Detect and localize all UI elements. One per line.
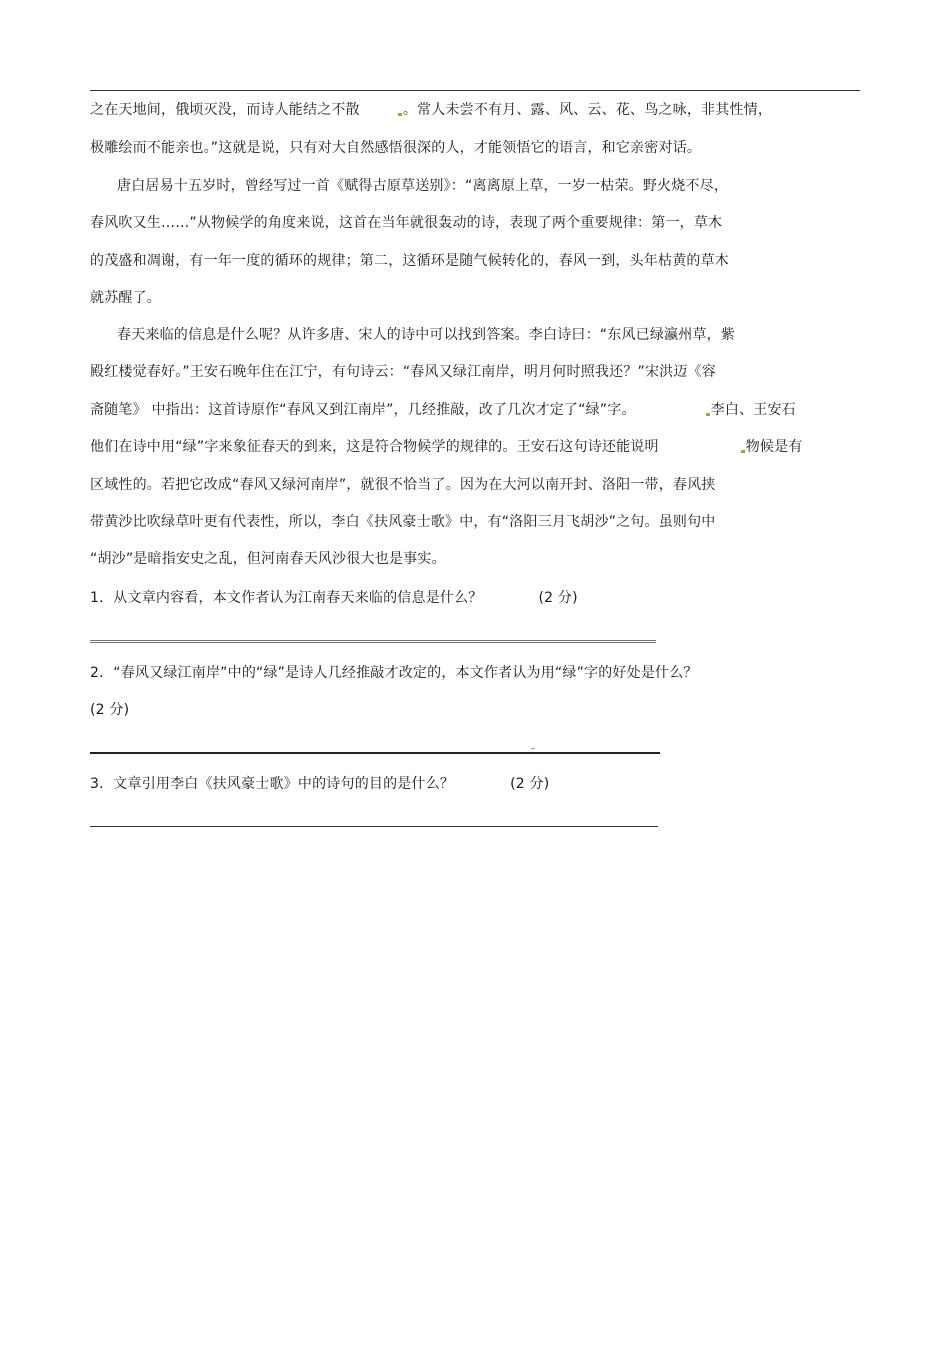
passage-line bbox=[90, 400, 796, 420]
passage-line bbox=[90, 437, 803, 457]
passage-line: 带黄沙比吹绿草叶更有代表性，所以，李白《扶风豪士歌》中，有“洛阳三月飞胡沙”之句。虽则句中 bbox=[90, 514, 716, 530]
answer-line-2[interactable] bbox=[90, 752, 660, 754]
question-text: 3．文章引用李白《扶风豪士歌》中的诗句的目的是什么？ bbox=[90, 776, 455, 792]
passage-line: 春风吹又生……”从物候学的角度来说，这首在当年就很轰动的诗，表现了两个重要规律：第一，草木 bbox=[90, 215, 723, 231]
passage-line: 殿红楼觉春好。”王安石晚年住在江宁，有句诗云：“春风又绿江南岸，明月何时照我还？”宋洪迈《容 bbox=[90, 364, 716, 380]
blank-marker bbox=[398, 113, 402, 116]
passage-text: 李白、王安石 bbox=[710, 402, 796, 418]
passage-line: 唐白居易十五岁时，曾经写过一首《赋得古原草送别》：“离离原上草，一岁一枯荣。野火烧不尽， bbox=[117, 178, 729, 194]
passage-text: 之在天地间，俄顷灭没，而诗人能结之不散 bbox=[90, 102, 360, 118]
passage-text: 物候是有 bbox=[745, 439, 803, 455]
question-2-score bbox=[90, 700, 129, 720]
question-text: 1．从文章内容看，本文作者认为江南春天来临的信息是什么？ bbox=[90, 590, 483, 606]
question-text: 2．“春风又绿江南岸”中的“绿”是诗人几经推敲才改定的，本文作者认为用“绿”字的好处是什么？ bbox=[90, 665, 698, 681]
blank-marker bbox=[741, 450, 745, 453]
passage-line: 就苏醒了。 bbox=[90, 290, 161, 306]
answer-line-1[interactable] bbox=[90, 640, 656, 643]
answer-marker bbox=[531, 748, 535, 749]
question-2 bbox=[90, 663, 698, 683]
top-divider bbox=[90, 90, 860, 91]
question-1 bbox=[90, 588, 578, 608]
question-3 bbox=[90, 774, 549, 794]
question-score: (2 分) bbox=[538, 590, 578, 606]
question-score: (2 分) bbox=[510, 776, 550, 792]
blank-marker bbox=[706, 413, 710, 416]
passage-text: 常人未尝不有月、露、风、云、花、鸟之咏，非其性情， bbox=[417, 102, 773, 118]
passage-line: 的茂盛和凋谢，有一年一度的循环的规律；第二，这循环是随气候转化的，春风一到，头年枯黄的草木 bbox=[90, 253, 729, 269]
passage-text: 斋随笔》 中指出：这首诗原作“春风又到江南岸”，几经推敲，改了几次才定了“绿”字。 bbox=[90, 402, 636, 418]
passage-line: 区域性的。若把它改成“春风又绿河南岸”，就很不恰当了。因为在大河以南开封、洛阳一带，春风挟 bbox=[90, 477, 716, 493]
question-score: (2 分) bbox=[90, 702, 130, 718]
answer-line-3[interactable] bbox=[90, 826, 658, 827]
passage-line: 极雕绘而不能亲也。”这就是说，只有对大自然感悟很深的人，才能领悟它的语言，和它亲密对话。 bbox=[90, 140, 702, 156]
passage-line: “胡沙”是暗指安史之乱，但河南春天风沙很大也是事实。 bbox=[90, 551, 446, 567]
passage-line: 之在天地间，俄顷灭没，而诗人能结之不散 。常人未尝不有月、露、风、云、花、鸟之咏，非其性情， bbox=[90, 102, 773, 118]
passage-text: 他们在诗中用“绿”字来象征春天的到来，这是符合物候学的规律的。王安石这句诗还能说明 bbox=[90, 439, 659, 455]
passage-line: 春天来临的信息是什么呢？从许多唐、宋人的诗中可以找到答案。李白诗曰：“东风已绿瀛州草，紫 bbox=[117, 327, 736, 343]
